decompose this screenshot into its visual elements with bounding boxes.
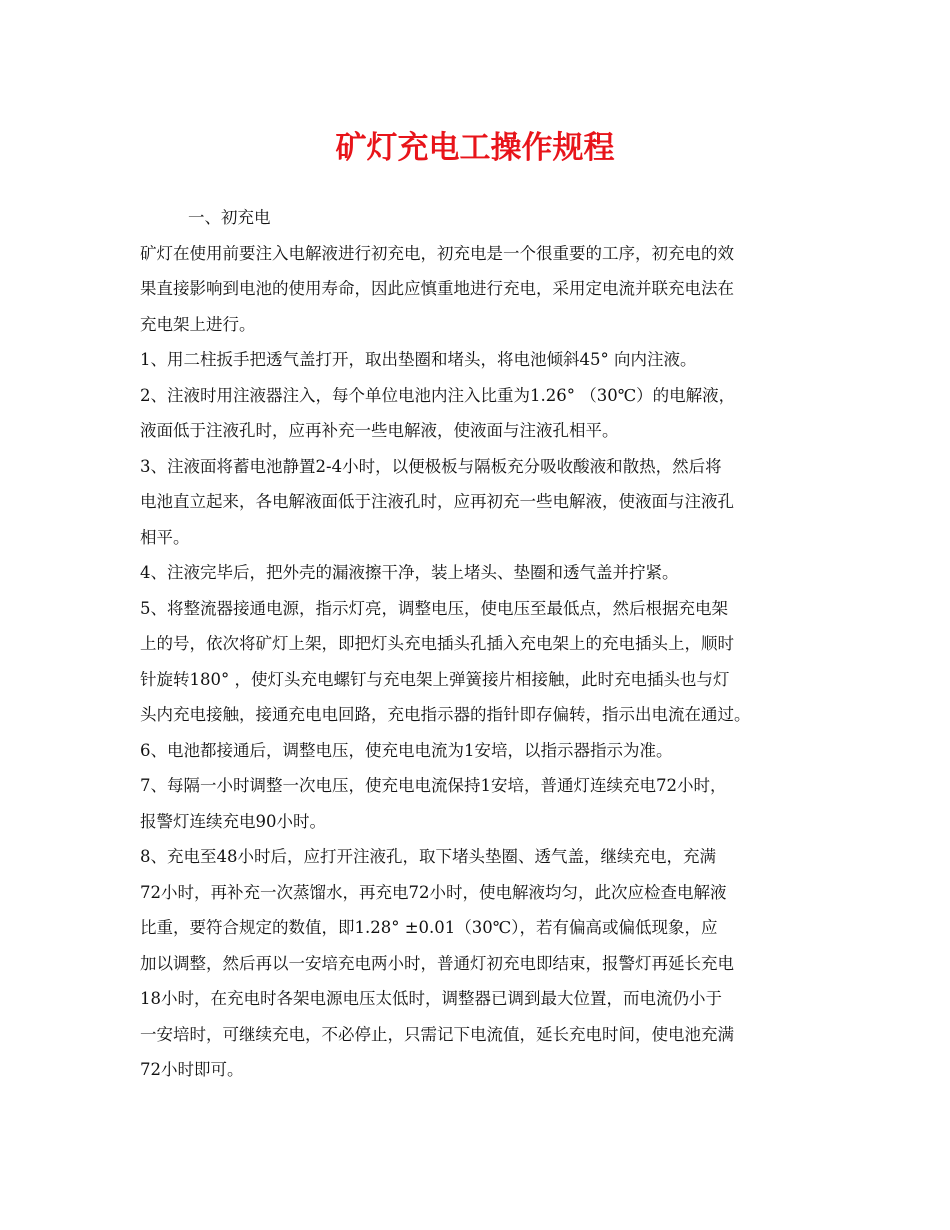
body-text-line: 针旋转180° ，使灯头充电螺钉与充电架上弹簧接片相接触，此时充电插头也与灯 bbox=[140, 669, 730, 689]
body-text-line: 72小时即可。 bbox=[140, 1060, 244, 1079]
body-text-line: 4、注液完毕后，把外壳的漏液擦干净，装上堵头、垫圈和透气盖并拧紧。 bbox=[140, 563, 679, 582]
body-text-line: 头内充电接触，接通充电电回路，充电指示器的指针即存偏转，指示出电流在通过。 bbox=[140, 705, 751, 724]
body-text-line: 2、注液时用注液器注入，每个单位电池内注入比重为1.26° （30℃）的电解液， bbox=[140, 385, 736, 405]
document-title: 矿灯充电工操作规程 bbox=[335, 130, 615, 166]
section-heading: 一、初充电 bbox=[188, 208, 271, 227]
body-text-line: 8、充电至48小时后，应打开注液孔，取下堵头垫圈、透气盖，继续充电，充满 bbox=[140, 847, 716, 866]
body-text-line: 18小时，在充电时各架电源电压太低时，调整器已调到最大位置，而电流仍小于 bbox=[140, 989, 722, 1008]
body-text-line: 5、将整流器接通电源，指示灯亮，调整电压，使电压至最低点，然后根据充电架 bbox=[140, 598, 728, 618]
body-text-line: 相平。 bbox=[140, 527, 190, 547]
body-text-line: 1、用二柱扳手把透气盖打开，取出垫圈和堵头，将电池倾斜45° 向内注液。 bbox=[140, 350, 697, 369]
body-text-line: 报警灯连续充电90小时。 bbox=[140, 811, 326, 831]
body-text-line: 电池直立起来，各电解液面低于注液孔时，应再初充一些电解液，使液面与注液孔 bbox=[140, 492, 734, 511]
body-text-line: 一安培时，可继续充电，不必停止，只需记下电流值，延长充电时间，使电池充满 bbox=[140, 1024, 734, 1044]
body-text-line: 加以调整，然后再以一安培充电两小时，普通灯初充电即结束，报警灯再延长充电 bbox=[140, 953, 734, 973]
body-text-line: 7、每隔一小时调整一次电压，使充电电流保持1安培，普通灯连续充电72小时， bbox=[140, 776, 727, 795]
body-text-line: 矿灯在使用前要注入电解液进行初充电，初充电是一个很重要的工序，初充电的效 bbox=[140, 243, 734, 263]
document-body bbox=[140, 200, 830, 1088]
body-text-line: 3、注液面将蓄电池静置2-4小时，以便极板与隔板充分吸收酸液和散热，然后将 bbox=[140, 456, 722, 476]
body-text-line: 液面低于注液孔时，应再补充一些电解液，使液面与注液孔相平。 bbox=[140, 421, 619, 440]
body-text-line: 上的号，依次将矿灯上架，即把灯头充电插头孔插入充电架上的充电插头上，顺时 bbox=[140, 634, 734, 653]
body-text-line: 6、电池都接通后，调整电压，使充电电流为1安培，以指示器指示为准。 bbox=[140, 740, 673, 760]
body-text-line: 72小时，再补充一次蒸馏水，再充电72小时，使电解液均匀，此次应检查电解液 bbox=[140, 882, 727, 902]
body-text-line: 比重，要符合规定的数值，即1.28° ±0.01（30℃），若有偏高或偏低现象，应 bbox=[140, 918, 718, 937]
body-text-line: 充电架上进行。 bbox=[140, 314, 256, 334]
body-text-line: 果直接影响到电池的使用寿命，因此应慎重地进行充电，采用定电流并联充电法在 bbox=[140, 279, 734, 298]
